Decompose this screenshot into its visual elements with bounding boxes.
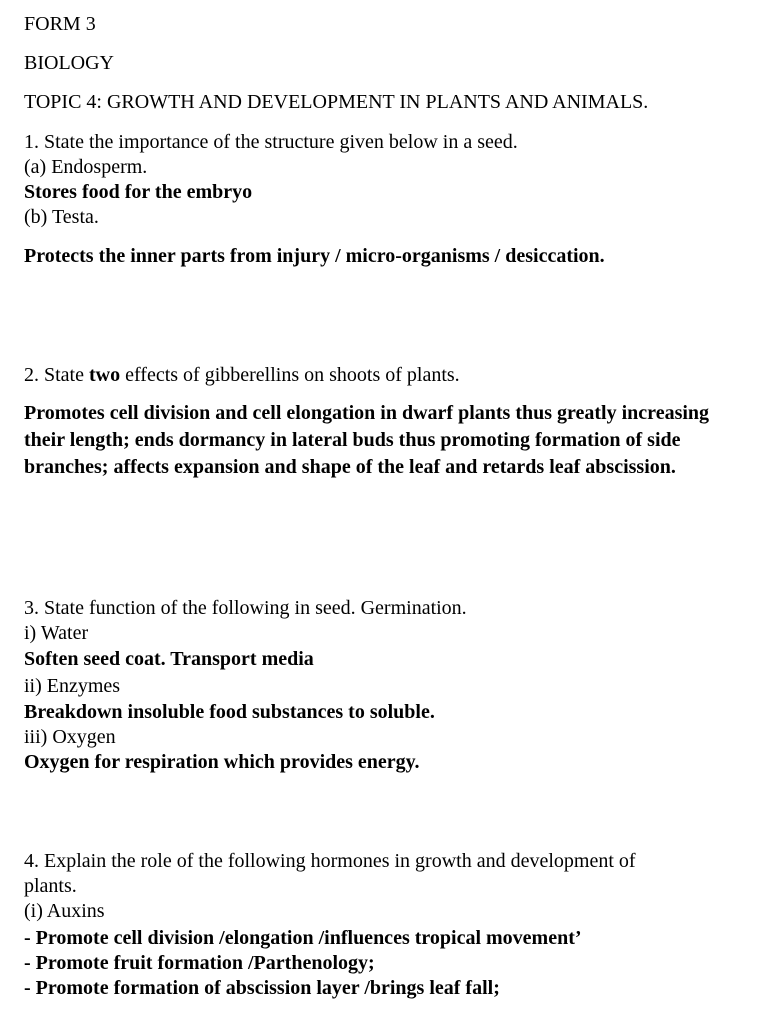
topic-title: TOPIC 4: GROWTH AND DEVELOPMENT IN PLANTS AND ANIMALS.: [24, 91, 649, 113]
q4-question-line-2: plants.: [24, 875, 77, 897]
q3-answer-i: Soften seed coat. Transport media: [24, 648, 314, 670]
q2-question-prefix: 2. State: [24, 364, 89, 386]
q2-question-suffix: effects of gibberellins on shoots of plants.: [120, 364, 460, 386]
q4-question-line-1: 4. Explain the role of the following hormones in growth and development of: [24, 850, 636, 872]
q3-answer-iii: Oxygen for respiration which provides energy.: [24, 751, 420, 773]
q4-part-i: (i) Auxins: [24, 900, 105, 922]
q1-question: 1. State the importance of the structure given below in a seed.: [24, 131, 518, 153]
form-label: FORM 3: [24, 13, 96, 35]
q1-part-a: (a) Endosperm.: [24, 156, 148, 178]
q3-answer-ii: Breakdown insoluble food substances to soluble.: [24, 701, 435, 723]
q1-part-b: (b) Testa.: [24, 206, 99, 228]
q2-question-emphasis: two: [89, 364, 121, 386]
q1-answer-b: Protects the inner parts from injury / micro-organisms / desiccation.: [24, 245, 605, 267]
q4-answer-1: - Promote cell division /elongation /influences tropical movement’: [24, 927, 582, 949]
q1-answer-a: Stores food for the embryo: [24, 181, 253, 203]
subject-label: BIOLOGY: [24, 52, 114, 74]
q4-answer-3: - Promote formation of abscission layer /brings leaf fall;: [24, 977, 500, 999]
q2-answer: Promotes cell division and cell elongation in dwarf plants thus greatly increasing their length; ends dormancy in lateral buds thus promoting formation of side branches; affects expansion and shape of the leaf and retards leaf abscission.: [24, 402, 710, 478]
q3-part-i: i) Water: [24, 622, 89, 644]
q3-part-iii: iii) Oxygen: [24, 726, 116, 748]
q3-part-ii: ii) Enzymes: [24, 675, 121, 697]
q4-answer-2: - Promote fruit formation /Parthenology;: [24, 952, 375, 974]
q3-question: 3. State function of the following in seed. Germination.: [24, 597, 467, 619]
q2-question: [24, 363, 460, 387]
